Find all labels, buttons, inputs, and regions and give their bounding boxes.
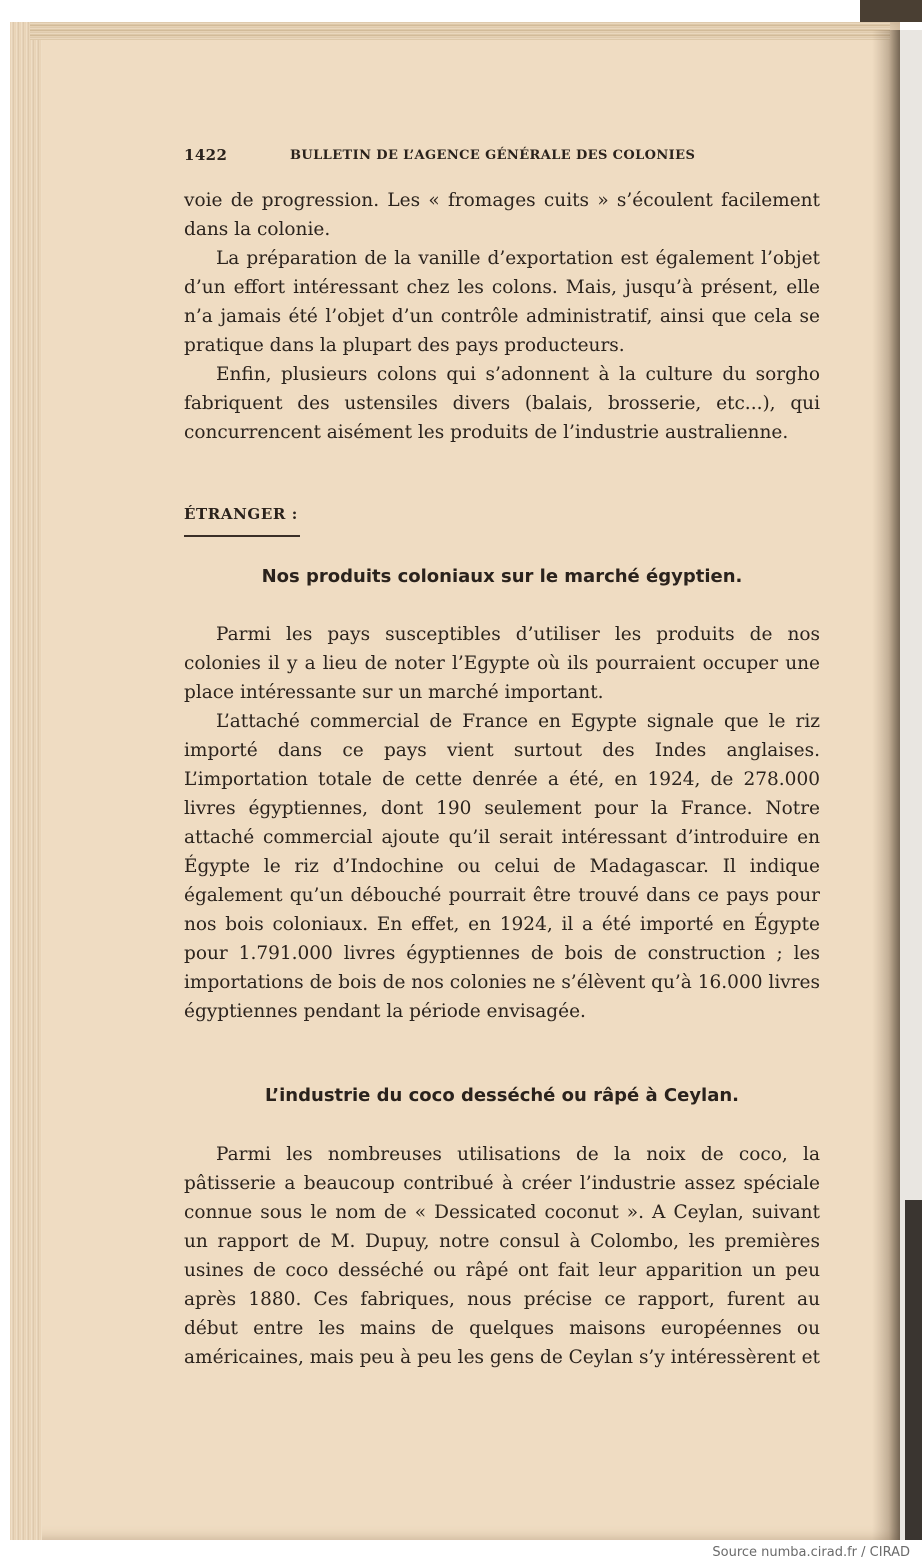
article-title: Nos produits coloniaux sur le marché égyptien. (261, 566, 743, 587)
paragraph: voie de progression. Les « fromages cuits » s’écoulent facilement dans la colonie. (184, 190, 820, 240)
paragraph: Enfin, plusieurs colons qui s’adonnent à la culture du sorgho fabriquent des ustensiles divers (balais, brosserie, etc...), qui concurrencent aisément les produits de l’industrie australienne. (184, 364, 820, 443)
paragraph: L’attaché commercial de France en Egypte signale que le riz importé dans ce pays vient surtout des Indes anglaises. L’importation totale de cette denrée a été, en 1924, de 278.000 livres égyptiennes, dont 190 seulement pour la France. Notre attaché commercial ajoute qu’il serait intéressant d’introduire en Égypte le riz d’Indochine ou celui de Madagascar. Il indique également qu’un débouché pourrait être trouvé dans ce pays pour nos bois coloniaux. En effet, en 1924, il a été importé en Égypte pour 1.791.000 livres égyptiennes de bois de construction ; les importations de bois de nos colonies ne s’élèvent qu’à 16.000 livres égyptiennes pendant la période envisagée. (184, 711, 820, 1022)
section-heading: ÉTRANGER : (184, 505, 298, 523)
article-body (184, 620, 820, 1026)
paragraph: Parmi les pays susceptibles d’utiliser les produits de nos colonies il y a lieu de noter l’Egypte où ils pourraient occuper une place intéressante sur un marché important. (184, 624, 820, 703)
section-underline (184, 535, 300, 537)
source-credit: Source numba.cirad.fr / CIRAD (712, 1545, 910, 1560)
page-stack-top (30, 22, 890, 40)
running-title: BULLETIN DE L’AGENCE GÉNÉRALE DES COLONIES (290, 148, 696, 163)
running-header (184, 146, 820, 166)
article-body (184, 1140, 820, 1372)
page-stack-left (10, 22, 42, 1540)
book-spine-strip (905, 1200, 922, 1540)
page-gutter-shadow (872, 30, 900, 1540)
paragraph: La préparation de la vanille d’exportation est également l’objet d’un effort intéressant chez les colons. Mais, jusqu’à présent, elle n’a jamais été l’objet d’un contrôle administratif, ainsi que cela se pratique dans la plupart des pays producteurs. (184, 248, 820, 356)
article-title: L’industrie du coco desséché ou râpé à Ceylan. (264, 1085, 740, 1106)
page-number: 1422 (184, 146, 228, 164)
intro-text (184, 186, 820, 447)
paragraph: Parmi les nombreuses utilisations de la noix de coco, la pâtisserie a beaucoup contribué à créer l’industrie assez spéciale connue sous le nom de « Dessicated coconut ». A Ceylan, suivant un rapport de M. Dupuy, notre consul à Colombo, les premières usines de coco desséché ou râpé ont fait leur apparition un peu après 1880. Ces fabriques, nous précise ce rapport, furent au début entre les mains de quelques maisons européennes ou américaines, mais peu à peu les gens de Ceylan s’y intéressèrent et (184, 1144, 820, 1368)
book-cover-edge (860, 0, 922, 22)
